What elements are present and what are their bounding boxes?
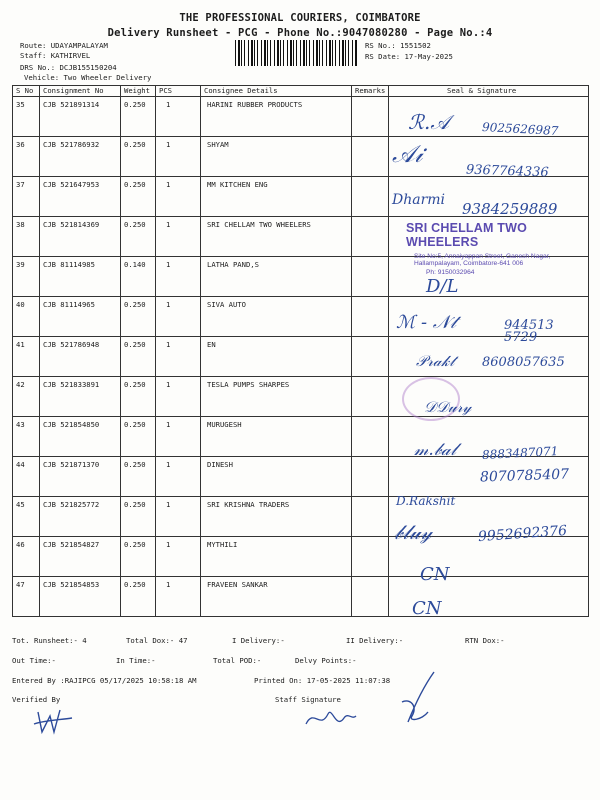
- cell-weight: 0.250: [121, 417, 156, 457]
- cell-remarks: [352, 497, 389, 537]
- rs-date: RS Date: 17-May-2025: [365, 52, 453, 61]
- handwritten-phone-35: 9025626987: [481, 120, 559, 138]
- stamp-address-1: Site No:5, Annaiyappan Street, Ganesh Nagar,: [414, 253, 551, 260]
- handwritten-name-45: D.Rakshit: [396, 494, 456, 508]
- cell-consignee: MM KITCHEN ENG: [201, 177, 352, 217]
- signature-43: 𝓂.𝒷𝒶𝓁: [414, 440, 457, 460]
- verified-by-signature: [30, 702, 76, 738]
- out-time: Out Time:-: [12, 656, 56, 665]
- cell-pcs: 1: [156, 217, 201, 257]
- stamp-address-2: Hallampalayam, Coimbatore-641 006: [414, 260, 524, 267]
- col-seal-signature: Seal & Signature: [389, 86, 589, 97]
- signature-40: ℳ - 𝒩𝓉: [396, 312, 457, 333]
- cell-remarks: [352, 97, 389, 137]
- cell-consignee: FRAVEEN SANKAR: [201, 577, 352, 617]
- table-row: [13, 377, 589, 417]
- signature-35: ℛ.𝒜: [408, 110, 450, 134]
- cell-remarks: [352, 457, 389, 497]
- cell-sno: 45: [13, 497, 40, 537]
- handwritten-phone-40: 944513 5729: [504, 318, 554, 345]
- table-row: [13, 297, 589, 337]
- cell-consignment-no: CJB 81114985: [40, 257, 121, 297]
- cell-consignment-no: CJB 521786948: [40, 337, 121, 377]
- runsheet-subtitle: Delivery Runsheet - PCG - Phone No.:9047080280 - Page No.:4: [107, 27, 493, 39]
- cell-weight: 0.140: [121, 257, 156, 297]
- company-stamp: [382, 221, 588, 276]
- cell-consignee: HARINI RUBBER PRODUCTS: [201, 97, 352, 137]
- cell-weight: 0.250: [121, 297, 156, 337]
- total-pod: Total POD:-: [213, 656, 262, 665]
- handwritten-phone-45: 9952692376: [477, 522, 568, 546]
- i-delivery: I Delivery:-: [232, 636, 285, 645]
- cell-weight: 0.250: [121, 137, 156, 177]
- cell-consignment-no: CJB 521871370: [40, 457, 121, 497]
- cell-consignee: SRI CHELLAM TWO WHEELERS: [201, 217, 352, 257]
- printed-on: Printed On: 17-05-2025 11:07:38: [254, 676, 391, 685]
- barcode: [235, 40, 357, 66]
- table-row: [13, 577, 589, 617]
- cell-consignee: EN: [201, 337, 352, 377]
- handwritten-note-46: CN: [420, 564, 450, 585]
- stamp-name: SRI CHELLAM TWO WHEELERS: [406, 221, 528, 249]
- cell-weight: 0.250: [121, 377, 156, 417]
- cell-consignee: DINESH: [201, 457, 352, 497]
- handwritten-note-47: CN: [412, 598, 442, 619]
- cell-weight: 0.250: [121, 577, 156, 617]
- cell-consignment-no: CJB 521833891: [40, 377, 121, 417]
- cell-weight: 0.250: [121, 337, 156, 377]
- rtn-dox: RTN Dox:-: [465, 636, 505, 645]
- cell-pcs: 1: [156, 497, 201, 537]
- cell-consignee: TESLA PUMPS SHARPES: [201, 377, 352, 417]
- delvy-points: Delvy Points:-: [295, 656, 357, 665]
- entered-by: Entered By :RAJIPCG 05/17/2025 10:58:18 AM: [12, 676, 197, 685]
- cell-sno: 46: [13, 537, 40, 577]
- cell-weight: 0.250: [121, 457, 156, 497]
- cell-remarks: [352, 177, 389, 217]
- cell-remarks: [352, 537, 389, 577]
- cell-consignee: LATHA PAND,S: [201, 257, 352, 297]
- handwritten-note-39: D/L: [426, 276, 459, 297]
- staff-label: Staff: KATHIRVEL: [20, 51, 91, 60]
- in-time: In Time:-: [116, 656, 156, 665]
- cell-pcs: 1: [156, 537, 201, 577]
- cell-pcs: 1: [156, 577, 201, 617]
- cell-sno: 40: [13, 297, 40, 337]
- cell-remarks: [352, 337, 389, 377]
- cell-sno: 35: [13, 97, 40, 137]
- page-title: THE PROFESSIONAL COURIERS, COIMBATORE: [179, 12, 421, 24]
- table-header-row: [13, 86, 589, 97]
- cell-weight: 0.250: [121, 217, 156, 257]
- cell-consignee: SIVA AUTO: [201, 297, 352, 337]
- cell-remarks: [352, 577, 389, 617]
- staff-signature-label: Staff Signature: [275, 695, 341, 704]
- route-label: Route: UDAYAMPALAYAM: [20, 41, 108, 50]
- rs-number: RS No.: 1551502: [365, 41, 431, 50]
- cell-remarks: [352, 377, 389, 417]
- cell-consignment-no: CJB 521786932: [40, 137, 121, 177]
- cell-weight: 0.250: [121, 537, 156, 577]
- signature-41: 𝒫𝓇𝒶𝓀𝓉: [416, 352, 455, 370]
- signature-45: 𝒷𝓁𝓊𝓎: [394, 520, 433, 544]
- cell-consignment-no: CJB 81114965: [40, 297, 121, 337]
- cell-consignee: MURUGESH: [201, 417, 352, 457]
- cell-remarks: [352, 417, 389, 457]
- cell-consignment-no: CJB 521854827: [40, 537, 121, 577]
- cell-pcs: 1: [156, 337, 201, 377]
- cell-pcs: 1: [156, 457, 201, 497]
- cell-consignment-no: CJB 521647953: [40, 177, 121, 217]
- signature-36: 𝒜𝒾: [392, 140, 423, 168]
- cell-consignment-no: CJB 521891314: [40, 97, 121, 137]
- handwritten-phone-44: 8070785407: [479, 466, 570, 486]
- stamp-phone: Ph: 9150032964: [426, 269, 475, 276]
- col-remarks: Remarks: [352, 86, 389, 97]
- handwritten-phone-41: 8608057635: [482, 355, 565, 370]
- cell-pcs: 1: [156, 137, 201, 177]
- cell-consignee: MYTHILI: [201, 537, 352, 577]
- cell-pcs: 1: [156, 417, 201, 457]
- drs-label: DRS No.: DCJB155150204: [20, 63, 117, 72]
- signature-42: 𝒟𝒟𝓊𝓇𝓎: [424, 398, 472, 416]
- cell-sno: 38: [13, 217, 40, 257]
- cell-sno: 39: [13, 257, 40, 297]
- col-consignee: Consignee Details: [201, 86, 352, 97]
- cell-sno: 43: [13, 417, 40, 457]
- cell-weight: 0.250: [121, 177, 156, 217]
- cell-sno: 44: [13, 457, 40, 497]
- staff-initials-mark: [398, 668, 442, 730]
- cell-weight: 0.250: [121, 497, 156, 537]
- cell-consignment-no: CJB 521854850: [40, 417, 121, 457]
- handwritten-phone-36: 9367764336: [465, 162, 549, 181]
- cell-pcs: 1: [156, 177, 201, 217]
- handwritten-name-37: Dharmi: [392, 192, 446, 208]
- cell-remarks: [352, 297, 389, 337]
- col-sno: S No: [13, 86, 40, 97]
- cell-pcs: 1: [156, 97, 201, 137]
- col-pcs: PCS: [156, 86, 201, 97]
- handwritten-phone-43: 8883487071: [481, 444, 559, 462]
- cell-consignee: SHYAM: [201, 137, 352, 177]
- cell-consignment-no: CJB 521814369: [40, 217, 121, 257]
- cell-remarks: [352, 137, 389, 177]
- cell-pcs: 1: [156, 377, 201, 417]
- total-dox: Total Dox:- 47: [126, 636, 188, 645]
- col-weight: Weight: [121, 86, 156, 97]
- cell-sno: 42: [13, 377, 40, 417]
- col-consignment: Consignment No: [40, 86, 121, 97]
- cell-sno: 47: [13, 577, 40, 617]
- cell-sno: 41: [13, 337, 40, 377]
- cell-sno: 36: [13, 137, 40, 177]
- staff-signature-mark: [300, 700, 360, 736]
- handwritten-phone-37: 9384259889: [462, 200, 558, 218]
- verified-by-label: Verified By: [12, 695, 61, 704]
- cell-pcs: 1: [156, 257, 201, 297]
- cell-consignment-no: CJB 521854853: [40, 577, 121, 617]
- cell-consignee: SRI KRISHNA TRADERS: [201, 497, 352, 537]
- ii-delivery: II Delivery:-: [346, 636, 404, 645]
- cell-sno: 37: [13, 177, 40, 217]
- vehicle-label: Vehicle: Two Wheeler Delivery: [24, 73, 152, 82]
- cell-consignment-no: CJB 521825772: [40, 497, 121, 537]
- cell-pcs: 1: [156, 297, 201, 337]
- cell-weight: 0.250: [121, 97, 156, 137]
- total-runsheet: Tot. Runsheet:- 4: [12, 636, 87, 645]
